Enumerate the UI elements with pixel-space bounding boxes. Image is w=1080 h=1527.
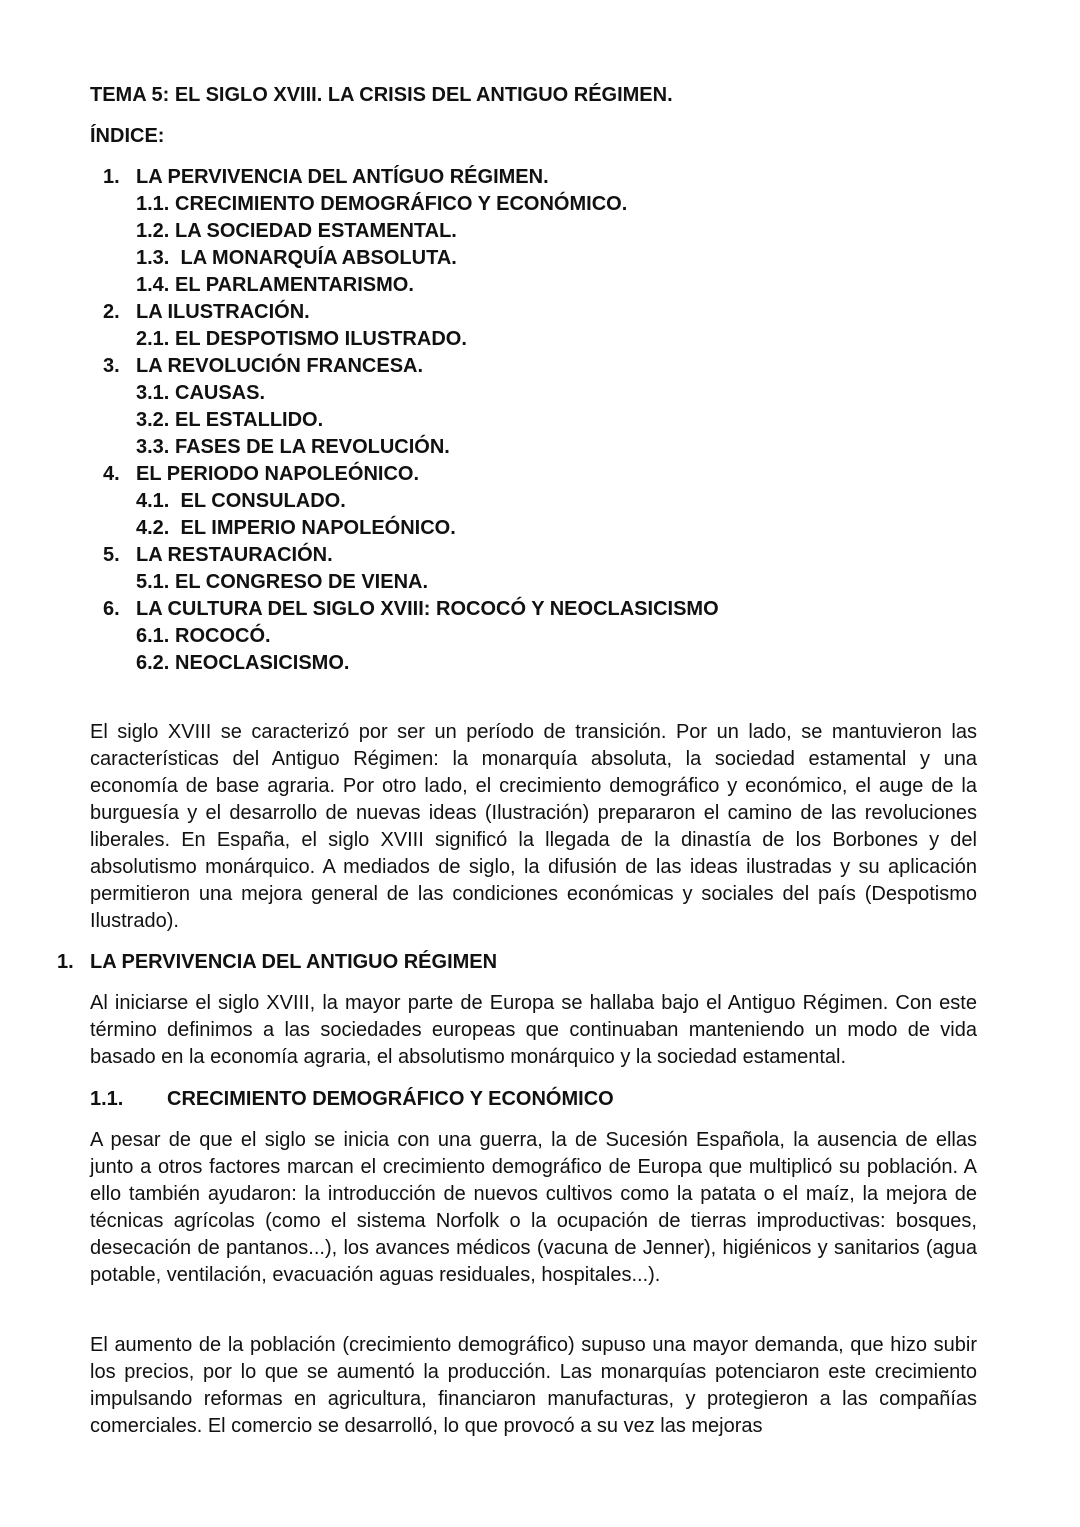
section-1-number: 1. [57, 951, 74, 973]
toc-item [0, 407, 1080, 434]
toc-item-number: 3. [103, 355, 120, 377]
intro-paragraph: El siglo XVIII se caracterizó por ser un período de transición. Por un lado, se mantuvieron las características del Antiguo Régimen: la monarquía absoluta, la sociedad estamental y una economía de base agraria. Por otro lado, el crecimiento demográfico y económico, el auge de la burguesía y el desarrollo de nuevas ideas (Ilustración) prepararon el camino de las revoluciones liberales. En España, el siglo XVIII significó la llegada de la dinastía de los Borbones y del absolutismo monárquico. A mediados de siglo, la difusión de las ideas ilustradas y su aplicación permitieron una mejora general de las condiciones económicas y sociales del país (Despotismo Ilustrado). [90, 721, 977, 932]
toc-item-label: LA ILUSTRACIÓN. [136, 301, 310, 323]
toc-item [0, 650, 1080, 677]
toc-item-label: EL PERIODO NAPOLEÓNICO. [136, 463, 419, 485]
toc-item [0, 569, 1080, 596]
section-1-1-paragraph-1: A pesar de que el siglo se inicia con una guerra, la de Sucesión Española, la ausencia de ellas junto a otros factores marcan el crecimiento demográfico de Europa que multiplicó su población. A ello también ayudaron: la introducción de nuevos cultivos como la patata o el maíz, la mejora de técnicas agrícolas (como el sistema Norfolk o la ocupación de tierras improductivas: bosques, desecación de pantanos...), los avances médicos (vacuna de Jenner), higiénicos y sanitarios (agua potable, ventilación, evacuación aguas residuales, hospitales...). [90, 1129, 977, 1286]
toc-item-number: 1.4. [136, 274, 170, 296]
toc-item-label: NEOCLASICISMO. [175, 652, 350, 674]
toc-item [0, 164, 1080, 191]
section-1-1-heading: CRECIMIENTO DEMOGRÁFICO Y ECONÓMICO [167, 1088, 614, 1110]
index-label: ÍNDICE: [90, 125, 165, 147]
toc-item-number: 5.1. [136, 571, 170, 593]
document-title: TEMA 5: EL SIGLO XVIII. LA CRISIS DEL ANTIGUO RÉGIMEN. [90, 84, 673, 106]
toc-item [0, 191, 1080, 218]
toc-item-label: LA PERVIVENCIA DEL ANTÍGUO RÉGIMEN. [136, 166, 549, 188]
toc-item-label: LA SOCIEDAD ESTAMENTAL. [175, 220, 457, 242]
toc-item [0, 218, 1080, 245]
toc-item-number: 4.2. [136, 517, 170, 539]
toc-item [0, 623, 1080, 650]
toc-item-label: CAUSAS. [175, 382, 266, 404]
toc-item [0, 515, 1080, 542]
section-1-heading: LA PERVIVENCIA DEL ANTIGUO RÉGIMEN [90, 951, 498, 973]
section-1-paragraph: Al iniciarse el siglo XVIII, la mayor parte de Europa se hallaba bajo el Antiguo Régimen. Con este término definimos a las sociedades europeas que continuaban manteniendo un modo de vida basado en la economía agraria, el absolutismo monárquico y la sociedad estamental. [90, 992, 977, 1068]
section-1-1-paragraph-2: El aumento de la población (crecimiento demográfico) supuso una mayor demanda, que hizo subir los precios, por lo que se aumentó la producción. Las monarquías potenciaron este crecimiento impulsando reformas en agricultura, financiaron manufacturas, y protegieron a las compañías comerciales. El comercio se desarrolló, lo que provocó a su vez las mejoras [90, 1334, 977, 1437]
toc-item-number: 2.1. [136, 328, 170, 350]
toc-item-label: CRECIMIENTO DEMOGRÁFICO Y ECONÓMICO. [175, 193, 628, 215]
toc-item [0, 326, 1080, 353]
toc-item-number: 3.3. [136, 436, 170, 458]
toc-item-label: EL PARLAMENTARISMO. [175, 274, 414, 296]
section-1-1-number: 1.1. [90, 1088, 124, 1110]
toc-item-label: LA MONARQUÍA ABSOLUTA. [175, 247, 457, 269]
toc-item-number: 5. [103, 544, 120, 566]
toc-item-label: LA REVOLUCIÓN FRANCESA. [136, 355, 424, 377]
toc-item-number: 1.1. [136, 193, 170, 215]
toc-item-number: 2. [103, 301, 120, 323]
toc-item [0, 542, 1080, 569]
toc-item-number: 1.3. [136, 247, 170, 269]
toc-item-label: LA RESTAURACIÓN. [136, 544, 333, 566]
toc-item [0, 245, 1080, 272]
toc-item-number: 6. [103, 598, 120, 620]
toc-item-label: EL IMPERIO NAPOLEÓNICO. [175, 517, 456, 539]
toc-item [0, 353, 1080, 380]
toc-item-number: 6.1. [136, 625, 170, 647]
toc-item [0, 596, 1080, 623]
table-of-contents [0, 164, 1080, 677]
toc-item [0, 299, 1080, 326]
toc-item-label: EL ESTALLIDO. [175, 409, 324, 431]
toc-item-number: 4.1. [136, 490, 170, 512]
toc-item-number: 1.2. [136, 220, 170, 242]
toc-item [0, 461, 1080, 488]
toc-item-label: EL CONGRESO DE VIENA. [175, 571, 429, 593]
toc-item-number: 3.1. [136, 382, 170, 404]
toc-item-label: EL CONSULADO. [175, 490, 346, 512]
toc-item-number: 4. [103, 463, 120, 485]
toc-item [0, 272, 1080, 299]
toc-item-number: 6.2. [136, 652, 170, 674]
toc-item-label: FASES DE LA REVOLUCIÓN. [175, 436, 450, 458]
toc-item [0, 380, 1080, 407]
toc-item-number: 1. [103, 166, 120, 188]
toc-item [0, 434, 1080, 461]
toc-item-label: ROCOCÓ. [175, 625, 271, 647]
toc-item-number: 3.2. [136, 409, 170, 431]
toc-item-label: EL DESPOTISMO ILUSTRADO. [175, 328, 467, 350]
toc-item-label: LA CULTURA DEL SIGLO XVIII: ROCOCÓ Y NEOCLASICISMO [136, 598, 719, 620]
toc-item [0, 488, 1080, 515]
